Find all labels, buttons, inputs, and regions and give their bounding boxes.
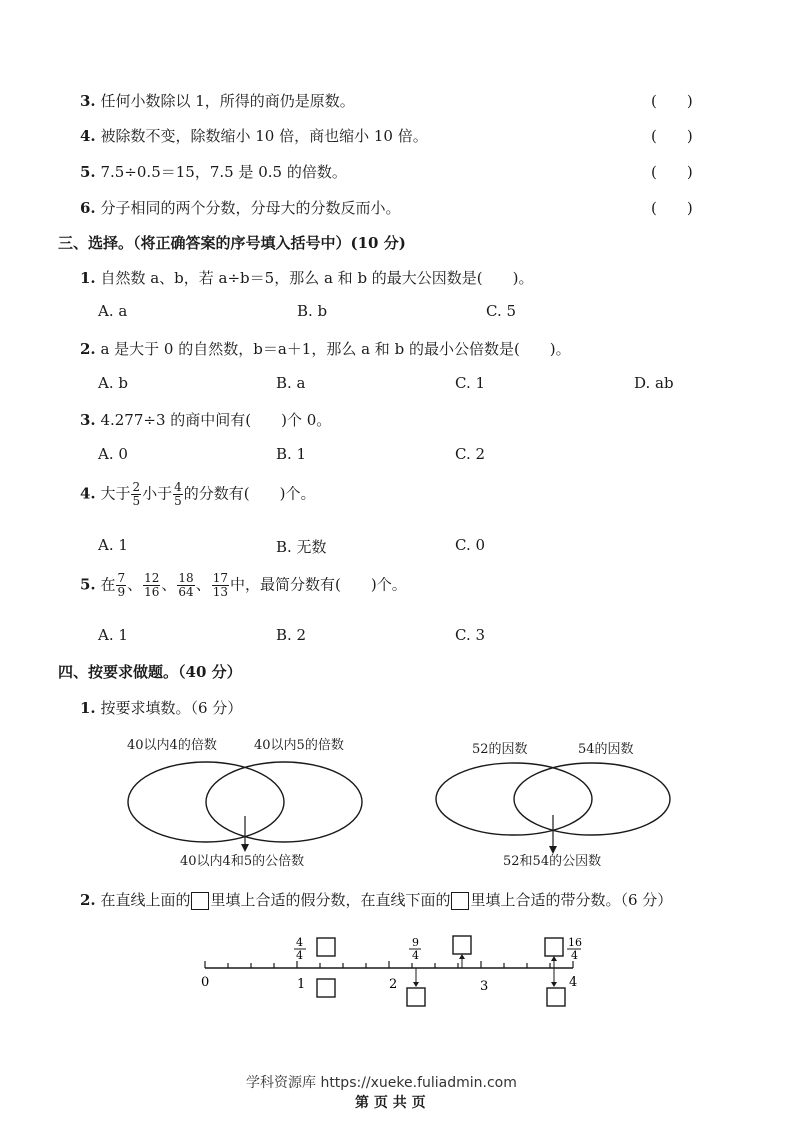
venn1-bottom-label: 40以内4和5的公倍数 (180, 854, 305, 869)
arrow-head (551, 982, 557, 987)
venn2-right-label: 54的因数 (578, 742, 634, 757)
fraction-numerator: 16 (568, 936, 582, 949)
question-text-mid: 小于 (142, 484, 173, 503)
option-b[interactable]: B. 无数 (276, 538, 327, 556)
tick-label: 4 (569, 975, 578, 990)
option-c[interactable]: C. 1 (455, 374, 486, 392)
denominator: 5 (132, 494, 141, 508)
question-text-pre: 在 (100, 575, 116, 594)
option-b[interactable]: B. a (276, 374, 306, 392)
question-number: 2. (80, 891, 96, 909)
question-text-mid: 里填上合适的假分数，在直线下面的 (210, 891, 451, 909)
option-c[interactable]: C. 2 (455, 445, 486, 463)
answer-box-icon (451, 892, 469, 910)
answer-parens[interactable]: ( ) (651, 127, 693, 145)
judge-item-6 (80, 197, 400, 218)
option-a[interactable]: A. b (98, 374, 128, 392)
choice-q5 (80, 572, 407, 599)
arrow-head (459, 954, 465, 959)
question-text: 7.5÷0.5＝15，7.5 是 0.5 的倍数。 (100, 163, 347, 181)
choice-q3 (80, 409, 331, 430)
question-text-pre: 在直线上面的 (100, 891, 191, 909)
task1-heading (80, 697, 242, 718)
venn-diagram-2 (420, 755, 690, 860)
question-number: 2. (80, 340, 96, 358)
question-number: 1. (80, 269, 96, 287)
fraction (131, 481, 141, 508)
question-number: 3. (80, 411, 96, 429)
question-text: 被除数不变，除数缩小 10 倍，商也缩小 10 倍。 (100, 127, 428, 145)
question-text: a 是大于 0 的自然数，b＝a＋1，那么 a 和 b 的最小公倍数是( )。 (100, 340, 571, 358)
fraction (173, 481, 183, 508)
tick-label: 2 (389, 977, 398, 992)
choice-q2 (80, 338, 571, 359)
option-c[interactable]: C. 5 (486, 302, 517, 320)
choice-q4 (80, 481, 315, 508)
answer-box-above[interactable] (453, 936, 471, 954)
venn1-left-label: 40以内4的倍数 (127, 738, 217, 753)
question-number: 3. (80, 92, 96, 110)
task2-heading (80, 889, 672, 910)
denominator: 16 (144, 585, 160, 599)
question-text: 按要求填数。（6 分） (100, 699, 243, 717)
separator: 、 (195, 575, 211, 594)
tick-label: 0 (201, 975, 210, 990)
fraction (177, 572, 194, 599)
question-number: 4. (80, 484, 96, 503)
number-line (195, 928, 595, 1013)
denominator: 9 (117, 585, 126, 599)
footer-source: 学科资源库 https://xueke.fuliadmin.com (246, 1075, 517, 1091)
answer-parens[interactable]: ( ) (651, 92, 693, 110)
numerator: 2 (132, 480, 141, 494)
question-text: 4.277÷3 的商中间有( )个 0。 (100, 411, 332, 429)
fraction (212, 572, 229, 599)
question-number: 4. (80, 127, 96, 145)
option-a[interactable]: A. a (98, 302, 128, 320)
answer-box-above[interactable] (317, 938, 335, 956)
option-a[interactable]: A. 1 (98, 536, 128, 554)
answer-box-below[interactable] (407, 988, 425, 1006)
separator: 、 (127, 575, 143, 594)
numerator: 7 (117, 571, 126, 585)
fraction (143, 572, 160, 599)
venn2-bottom-label: 52和54的公因数 (503, 854, 602, 869)
question-text: 分子相同的两个分数，分母大的分数反而小。 (100, 199, 401, 217)
option-d[interactable]: D. ab (634, 374, 674, 392)
section-title-choice: 三、选择。（将正确答案的序号填入括号中）(10 分) (58, 234, 406, 252)
option-a[interactable]: A. 0 (98, 445, 128, 463)
option-b[interactable]: B. 2 (276, 626, 307, 644)
tick-label: 3 (480, 979, 489, 994)
tick-marks (205, 961, 573, 968)
tick-label: 1 (297, 977, 306, 992)
judge-item-4 (80, 125, 428, 146)
page-number: 第 页 共 页 (355, 1095, 426, 1111)
venn1-right-label: 40以内5的倍数 (254, 738, 344, 753)
denominator: 13 (212, 585, 228, 599)
venn2-left-label: 52的因数 (472, 742, 528, 757)
answer-parens[interactable]: ( ) (651, 163, 693, 181)
question-text: 任何小数除以 1，所得的商仍是原数。 (100, 92, 355, 110)
numerator: 17 (212, 571, 228, 585)
question-number: 6. (80, 199, 96, 217)
answer-box-below[interactable] (547, 988, 565, 1006)
answer-box-above[interactable] (545, 938, 563, 956)
answer-box-icon (191, 892, 209, 910)
option-c[interactable]: C. 3 (455, 626, 486, 644)
numerator: 18 (178, 571, 194, 585)
choice-q1 (80, 267, 534, 288)
question-text-post: 里填上合适的带分数。（6 分） (470, 891, 673, 909)
numerator: 4 (174, 480, 182, 494)
judge-item-5 (80, 161, 347, 182)
question-number: 1. (80, 699, 96, 717)
section-title-tasks: 四、按要求做题。（40 分） (58, 663, 242, 681)
judge-item-3 (80, 90, 355, 111)
question-number: 5. (80, 575, 96, 594)
fraction-denominator: 4 (571, 949, 578, 962)
question-number: 5. (80, 163, 96, 181)
fraction-numerator: 4 (296, 936, 303, 949)
denominator: 64 (178, 585, 194, 599)
numerator: 12 (144, 571, 160, 585)
fraction-denominator: 4 (296, 949, 303, 962)
answer-box-below[interactable] (317, 979, 335, 997)
venn-diagram-1 (110, 752, 390, 857)
question-text: 自然数 a、b，若 a÷b＝5，那么 a 和 b 的最大公因数是( )。 (100, 269, 534, 287)
fraction-denominator: 4 (412, 949, 419, 962)
option-b[interactable]: B. b (297, 302, 328, 320)
question-text-pre: 大于 (100, 484, 131, 503)
option-c[interactable]: C. 0 (455, 536, 486, 554)
question-text-post: 的分数有( )个。 (183, 484, 316, 503)
arrow-head (413, 982, 419, 987)
fraction-numerator: 9 (412, 936, 419, 949)
arrow-head (551, 956, 557, 961)
separator: 、 (161, 575, 177, 594)
question-text-post: 中，最简分数有( )个。 (230, 575, 407, 594)
answer-parens[interactable]: ( ) (651, 199, 693, 217)
denominator: 5 (174, 494, 182, 508)
option-a[interactable]: A. 1 (98, 626, 128, 644)
fraction (116, 572, 126, 599)
option-b[interactable]: B. 1 (276, 445, 307, 463)
